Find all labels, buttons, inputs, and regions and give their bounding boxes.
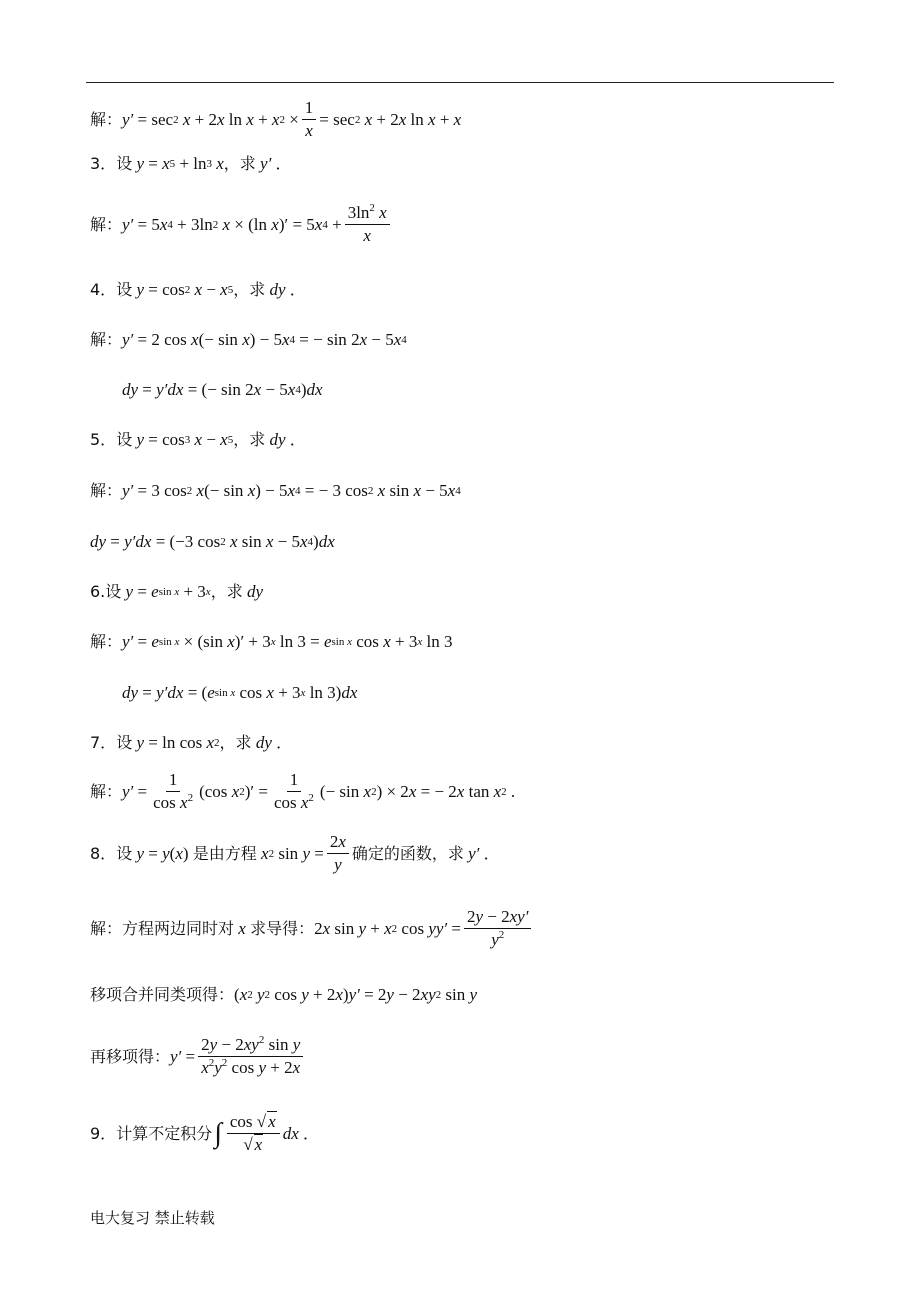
solution-8c: 再移项得： y′ = $\frac{2y - 2xy^2 \sin y}{x^2y^2 \cos y + 2x}$: [90, 1035, 306, 1078]
fraction-integrand: $\frac{\cos √ x}{√ x}$: [227, 1112, 280, 1155]
fraction-2x-over-y: $\frac{2x}{y}$: [327, 832, 349, 875]
header-rule: [86, 82, 834, 83]
problem-6: 6. 设 y = e sin x + 3 x ，求 dy: [90, 582, 263, 601]
solution-4b: dy = y′dx = (− sin 2 x − 5 x 4 ) dx: [122, 380, 323, 399]
problem-7: 7． 设 y = ln cos x 2 ，求 dy ．: [90, 733, 293, 752]
solution-7: 解： y′ = $\frac{1}{\cos x^2}$ ( cos x 2 )′ = $\frac{1}{\cos x^2}$ (− sin x 2 ) × 2 x = − 2 x tan x 2 .: [90, 770, 516, 812]
problem-3: 3． 设 y = x 5 + ln 3 x ，求 y′ ．: [90, 154, 292, 173]
fraction-1-over-cosx2: $\frac{1}{\cos x^2}$: [153, 770, 194, 812]
fraction-final-y-prime: $\frac{2y - 2xy^2 \sin y}{x^2y^2 \cos y + 2x}$: [198, 1035, 303, 1078]
solution-8a: 解：方程两边同时对 x 求导得： 2 x sin y + x 2 cos yy′ = $\frac{2y - 2xy'}{y^2}$: [90, 907, 534, 950]
solution-5b: dy = y′dx = (−3 cos 2 x sin x − 5 x 4 ) dx: [90, 532, 335, 551]
fraction-3ln2x-over-x: $\frac{3\ln^2 x}{x}$: [345, 203, 390, 246]
fraction-derivative: $\frac{2y - 2xy'}{y^2}$: [464, 907, 531, 950]
solution-5a: 解： y′ = 3 cos 2 x (− sin x ) − 5 x 4 = − 3 cos 2 x sin x − 5 x 4: [90, 481, 461, 500]
integral-sign: ∫: [214, 1117, 222, 1149]
solution-3: 解： y′ = 5 x 4 + 3 ln 2 x × ( ln x )′ = 5 x 4 + $\frac{3\ln^2 x}{x}$: [90, 203, 393, 246]
problem-9: 9． 计算不定积分 ∫ $\frac{\cos √ x}{√ x}$ dx ．: [90, 1112, 319, 1154]
solution-4a: 解： y′ = 2 cos x (− sin x ) − 5 x 4 = − sin 2 x − 5 x 4: [90, 330, 407, 349]
fraction-1-over-x: $\frac{1}{x}$: [302, 98, 317, 141]
solution-8b: 移项合并同类项得： ( x 2 y 2 cos y + 2 x ) y′ = 2 y − 2 xy 2 sin y: [90, 985, 478, 1004]
problem-4: 4． 设 y = cos 2 x − x 5 ，求 dy ．: [90, 280, 306, 299]
solution-6b: dy = y′dx = ( e sin x cos x + 3 x ln 3) dx: [122, 683, 358, 702]
solution-line-2: 解： y′ = sec 2 x + 2 x ln x + x 2 × $\frac{1}{x}$ = sec 2 x + 2 x ln x + x: [90, 98, 462, 140]
problem-5: 5． 设 y = cos 3 x − x 5 ，求 dy ．: [90, 430, 306, 449]
fraction-1-over-cosx2-b: $\frac{1}{\cos x^2}$: [273, 770, 314, 812]
footer-note: 电大复习 禁止转载: [90, 1209, 215, 1227]
problem-8: 8． 设 y = y ( x ) 是由方程 x 2 sin y = $\frac{2x}{y}$ 确定的函数，求 y′ ．: [90, 832, 500, 874]
solution-6a: 解： y′ = e sin x × ( sin x )′ + 3 x ln 3 = e sin x cos x + 3 x ln 3: [90, 632, 453, 651]
